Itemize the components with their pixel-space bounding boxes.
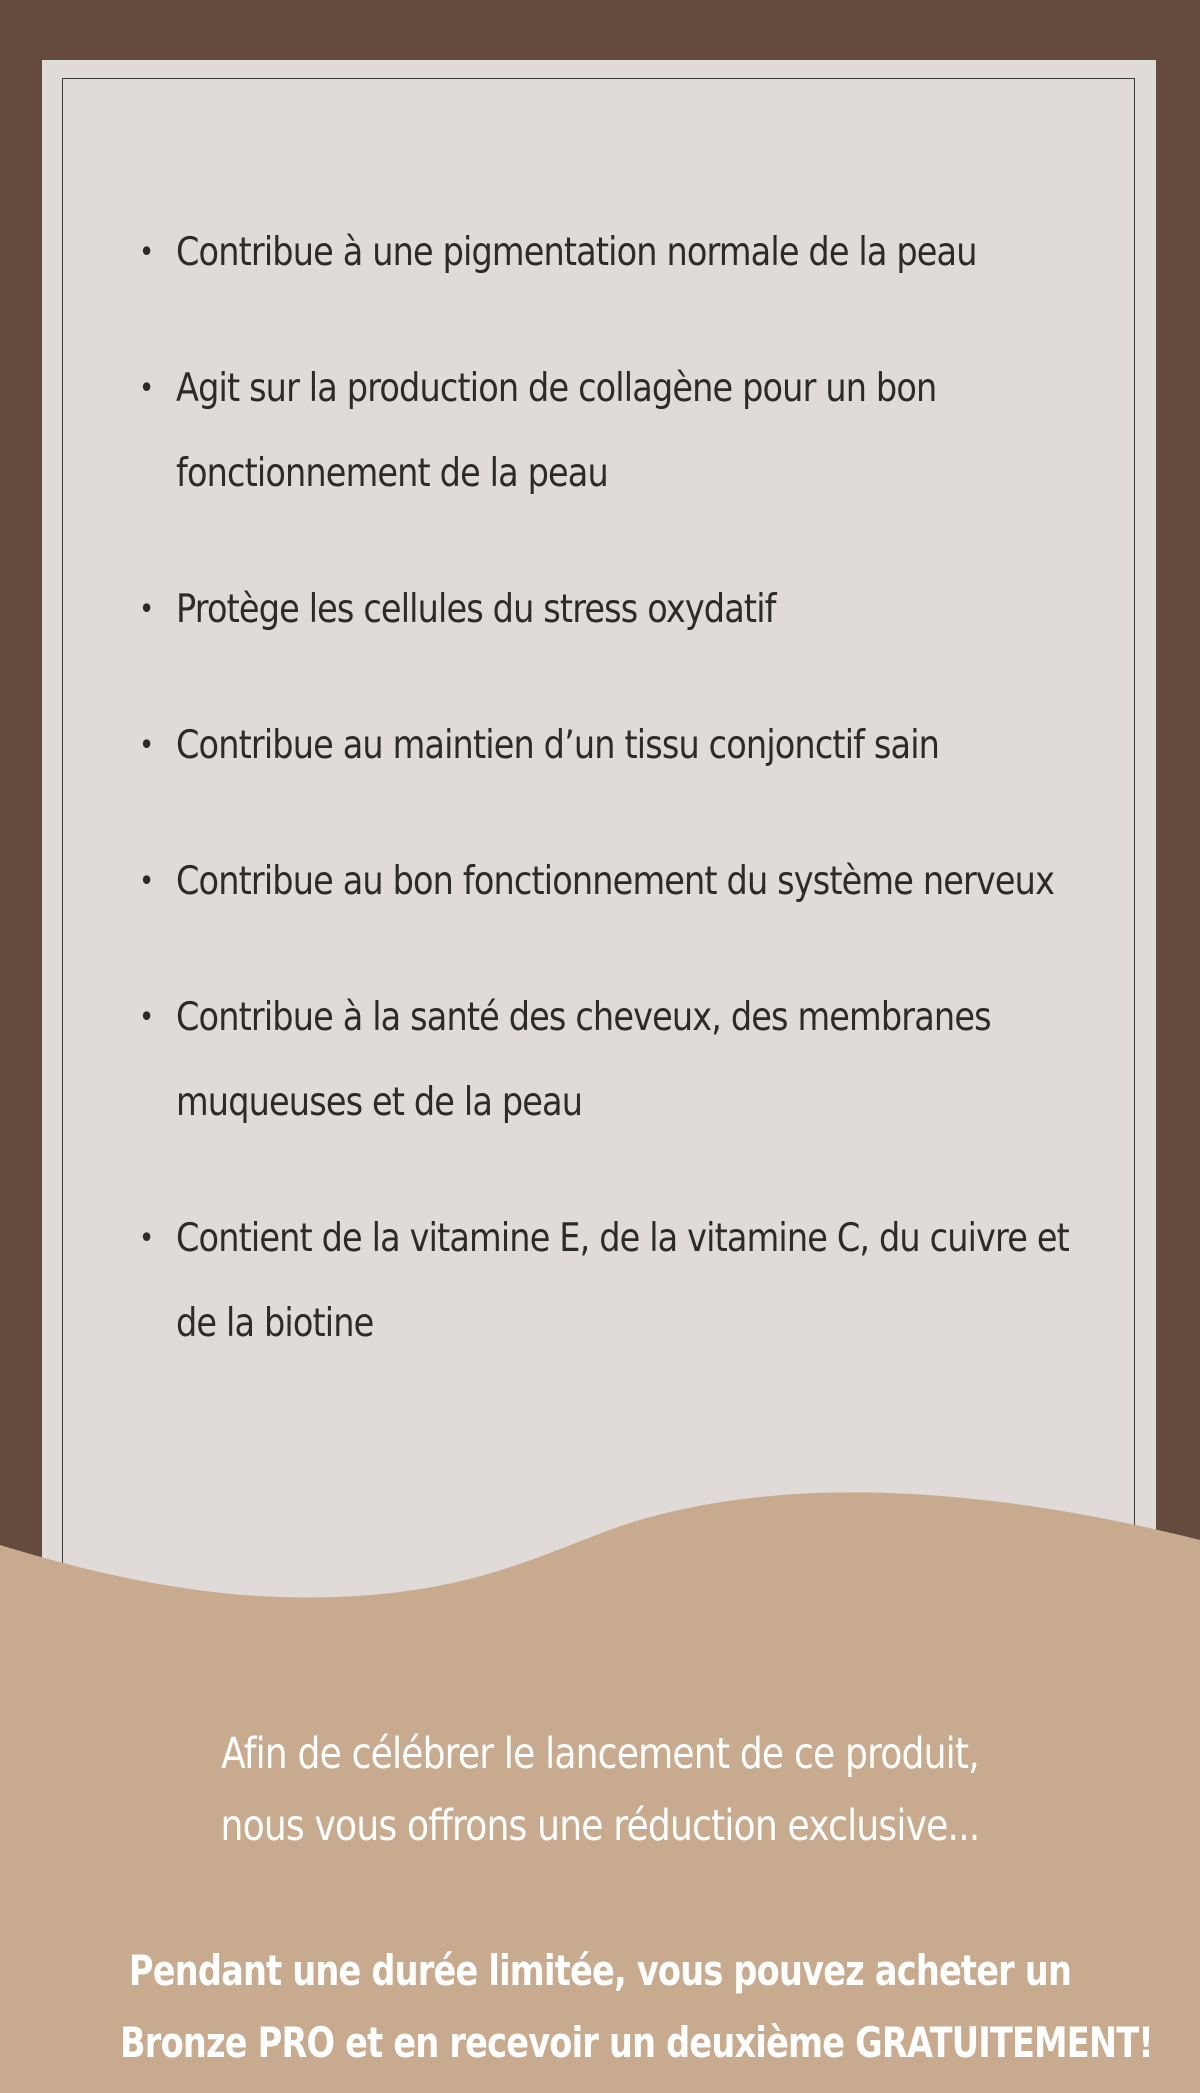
benefit-text: Agit sur la production de collagène pour un bon fonctionnement de la peau: [176, 366, 937, 496]
benefit-text: Contribue au bon fonctionnement du système nerveux: [176, 859, 1055, 904]
promo-intro-line-2: nous vous offrons une réduction exclusive...: [220, 1801, 980, 1851]
promo-offer-line-1: Pendant une durée limitée, vous pouvez acheter un: [128, 1946, 1072, 1995]
promo-section: [0, 1718, 1200, 2079]
benefit-item: [139, 703, 1079, 788]
benefit-item: [139, 975, 1092, 1145]
benefit-text: Contient de la vitamine E, de la vitamine C, du cuivre et de la biotine: [176, 1216, 1069, 1346]
benefit-item: [139, 210, 1088, 295]
promo-offer-line-2: Bronze PRO et en recevoir un deuxième GRATUITEMENT!: [120, 2018, 1153, 2067]
benefit-text: Protège les cellules du stress oxydatif: [176, 587, 776, 632]
bullet-icon: •: [139, 1221, 154, 1256]
benefit-item: [139, 839, 1079, 924]
benefits-list: [139, 210, 1096, 1366]
bullet-icon: •: [139, 1000, 154, 1035]
benefit-item: [139, 1196, 1079, 1366]
bullet-icon: •: [139, 728, 154, 763]
bullet-icon: •: [139, 864, 154, 899]
benefit-text: Contribue au maintien d’un tissu conjonctif sain: [176, 723, 940, 768]
benefit-text: Contribue à la santé des cheveux, des membranes muqueuses et de la peau: [176, 995, 991, 1125]
bullet-icon: •: [139, 592, 154, 627]
bullet-icon: •: [139, 235, 154, 270]
benefit-item: [139, 567, 1079, 652]
benefit-item: [139, 346, 1079, 516]
bullet-icon: •: [139, 371, 154, 406]
benefit-text: Contribue à une pigmentation normale de la peau: [176, 230, 977, 275]
promo-intro-line-1: Afin de célébrer le lancement de ce produit,: [221, 1729, 979, 1779]
